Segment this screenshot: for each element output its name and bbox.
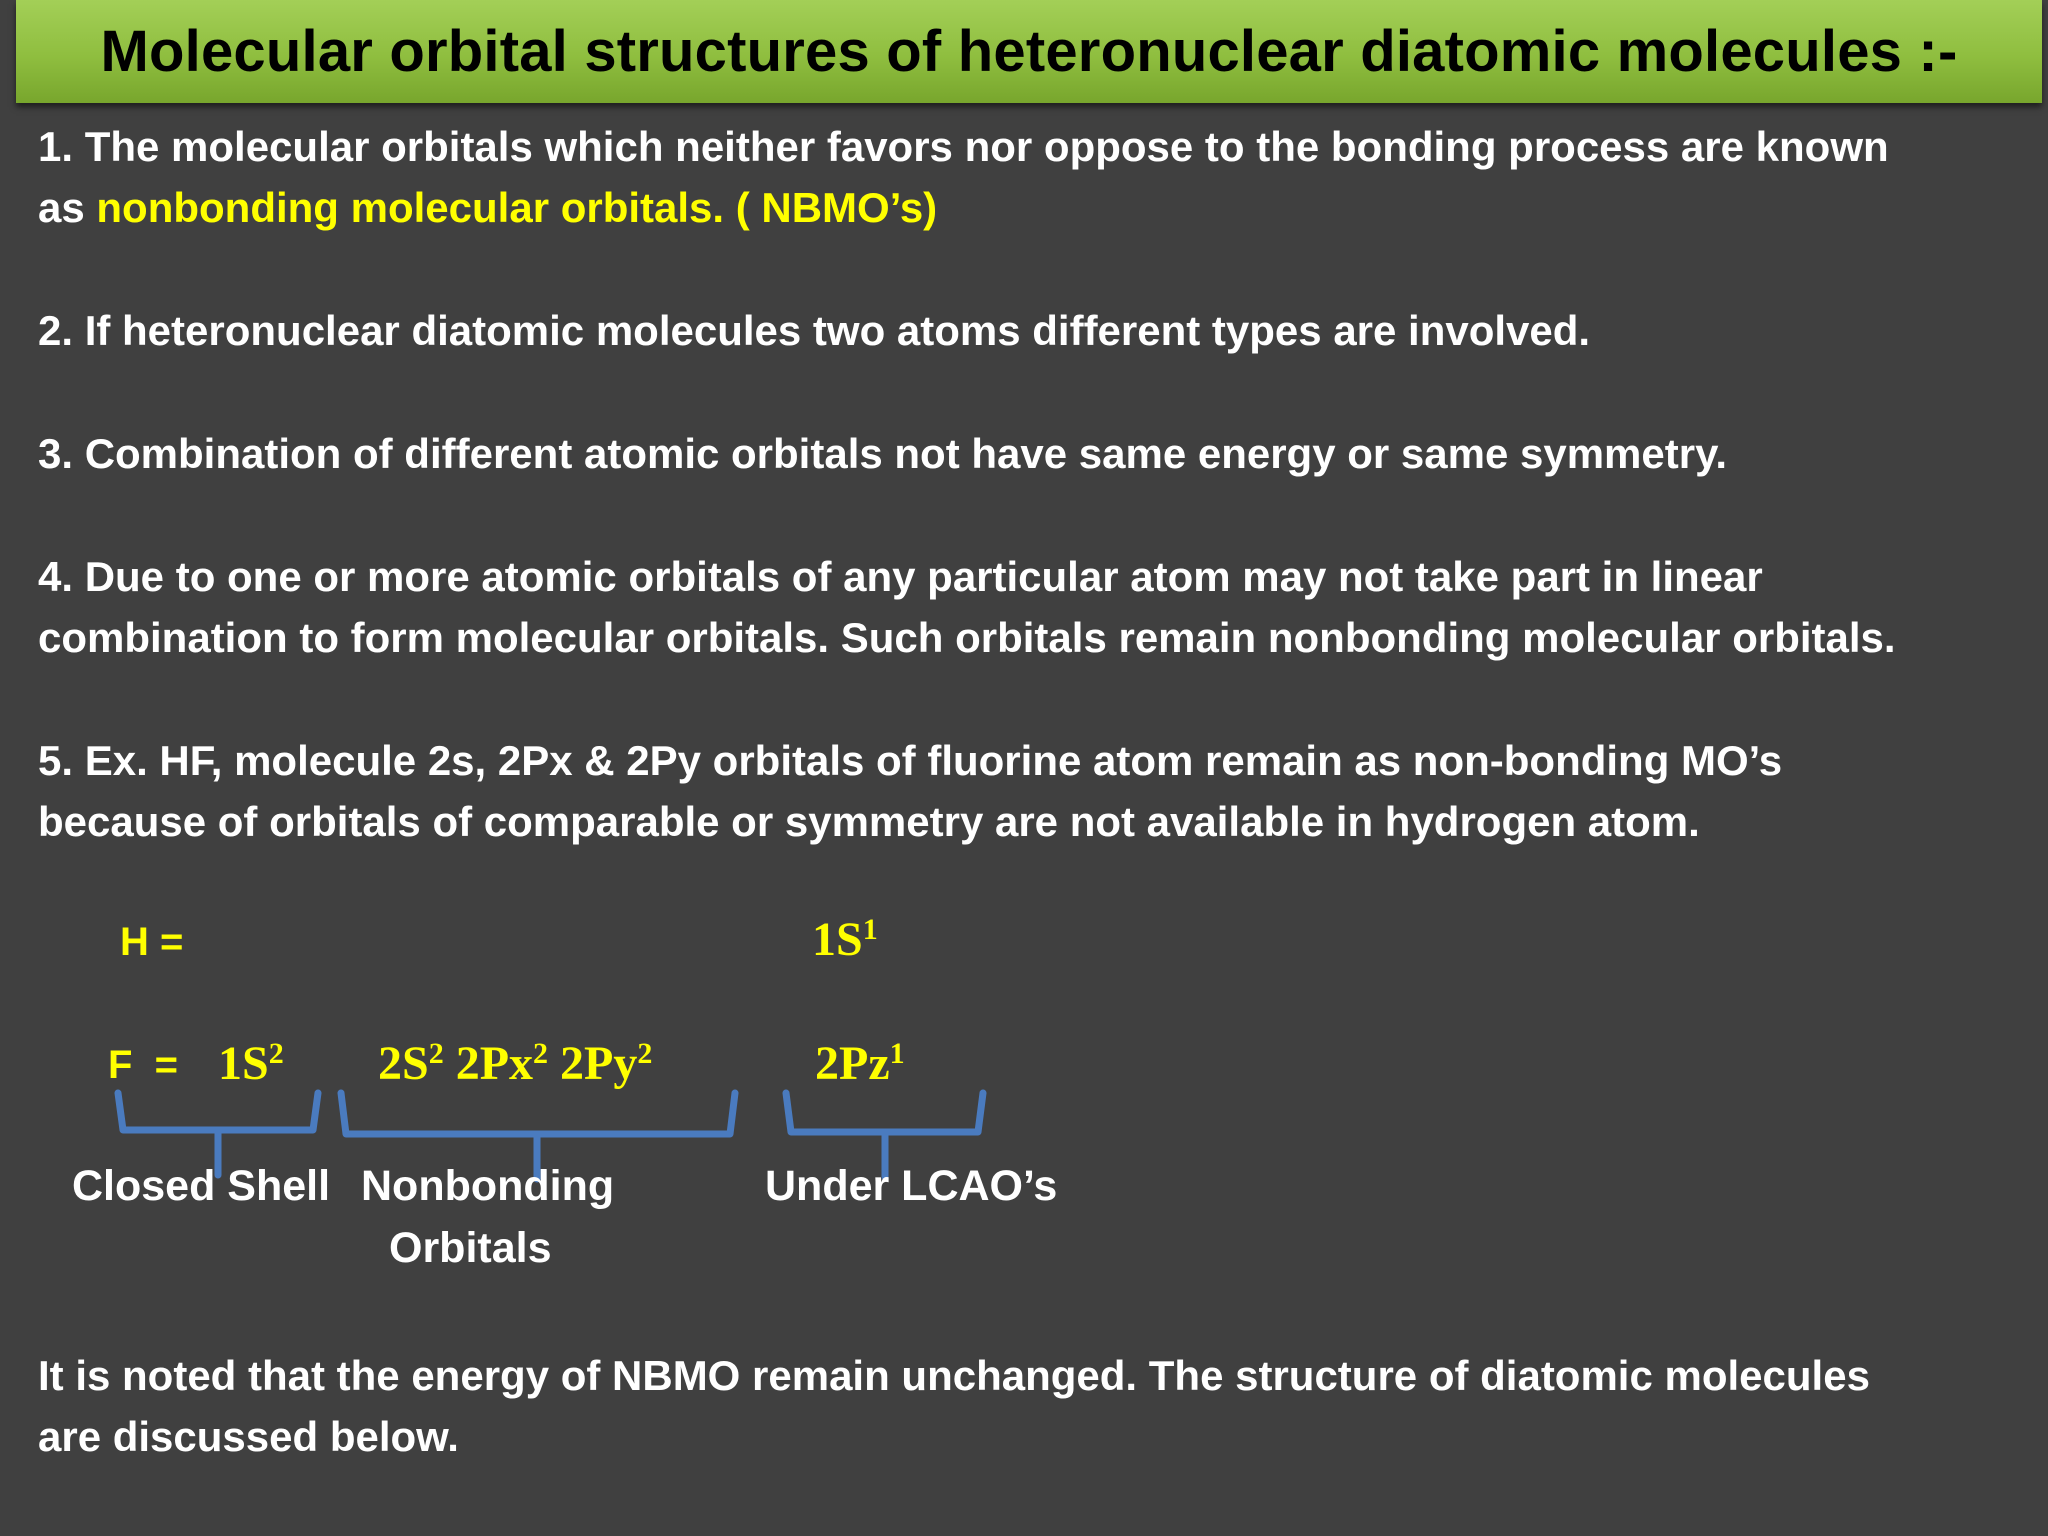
conclusion-line-2: are discussed below. <box>38 1413 459 1460</box>
slide-title: Molecular orbital structures of heteronuclear diatomic molecules :- <box>100 19 1958 84</box>
nonbonding-label: Nonbonding <box>361 1162 615 1210</box>
f-label: F = <box>108 1043 179 1087</box>
conclusion-line-1: It is noted that the energy of NBMO remain unchanged. The structure of diatomic molecules <box>38 1352 1870 1399</box>
conclusion <box>38 1345 2028 1467</box>
point-4-line-2: combination to form molecular orbitals. Such orbitals remain nonbonding molecular orbitals. <box>38 614 1896 661</box>
point-3: 3. Combination of different atomic orbitals not have same energy or same symmetry. <box>38 430 1728 477</box>
point-5-line-2: because of orbitals of comparable or symmetry are not available in hydrogen atom. <box>38 798 1700 845</box>
h-label: H = <box>120 920 184 964</box>
point-4-line-1: 4. Due to one or more atomic orbitals of any particular atom may not take part in linear <box>38 553 1763 600</box>
point-2: 2. If heteronuclear diatomic molecules two atoms different types are involved. <box>38 307 1591 354</box>
nbmo-highlight: nonbonding molecular orbitals. ( NBMO’s) <box>96 184 938 231</box>
orbitals-label: Orbitals <box>389 1224 552 1272</box>
closed-shell-label: Closed Shell <box>72 1162 331 1210</box>
f-core-orbital: $1S^2$ <box>218 1037 284 1090</box>
h-orbital: $1S^1$ <box>812 913 878 966</box>
point-5-line-1: 5. Ex. HF, molecule 2s, 2Px & 2Py orbitals of fluorine atom remain as non-bonding MO’s <box>38 737 1783 784</box>
f-nonbonding-orbitals: $2S^2$ 2Px$^2$ 2Py$^2$ <box>378 1037 653 1090</box>
point-1-line-1: 1. The molecular orbitals which neither favors nor oppose to the bonding process are known <box>38 123 1889 170</box>
under-lcao-label: Under LCAO’s <box>765 1162 1058 1210</box>
f-lcao-orbital: 2Pz$^1$ <box>815 1037 905 1090</box>
point-1-prefix: as <box>38 184 97 231</box>
